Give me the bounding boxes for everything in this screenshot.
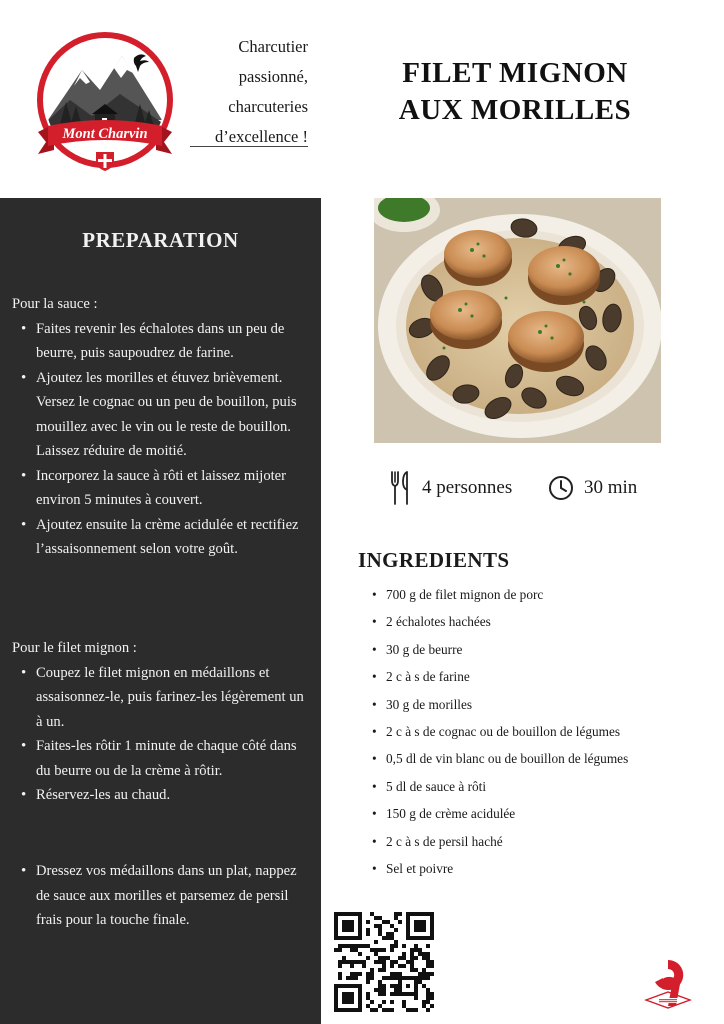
- prep-step-list: [12, 859, 308, 933]
- prep-step: • Coupez le filet mignon en médaillons et assaisonnez-le, puis farinez-les légèrement un à un.: [12, 661, 308, 735]
- tagline-line-2: passionné,: [238, 67, 308, 86]
- ingredient-item: • Sel et poivre: [370, 857, 710, 884]
- mont-charvin-logo: [30, 28, 180, 178]
- tagline-divider: [190, 146, 308, 147]
- ingredient-item: • 30 g de beurre: [370, 638, 710, 665]
- prep-step: • Ajoutez les morilles et étuvez brièvement. Versez le cognac ou un peu de bouillon, puis mouillez avec le vin ou le reste de bouillon. Laissez réduire de moitié.: [12, 366, 308, 464]
- logo-brand-text: Mont Charvin: [62, 126, 148, 142]
- ingredients-heading: INGREDIENTS: [358, 548, 510, 572]
- recipe-title-line-1: FILET MIGNON: [402, 57, 628, 89]
- ingredient-item: • 150 g de crème acidulée: [370, 802, 710, 829]
- qr-code[interactable]: [334, 912, 434, 1012]
- ingredient-item: • 700 g de filet mignon de porc: [370, 583, 710, 610]
- preparation-panel: [0, 198, 321, 1024]
- prep-step: • Ajoutez ensuite la crème acidulée et rectifiez l’assaisonnement selon votre goût.: [12, 513, 308, 562]
- tagline-line-4: d’excellence !: [215, 127, 308, 146]
- tagline-line-1: Charcutier: [238, 37, 308, 56]
- brand-tagline: [190, 32, 308, 152]
- prep-step: • Incorporez la sauce à rôti et laissez mijoter environ 5 minutes à couvert.: [12, 464, 308, 513]
- prep-step: • Faites revenir les échalotes dans un peu de beurre, puis saupoudrez de farine.: [12, 317, 308, 366]
- ingredient-item: • 2 c à s de cognac ou de bouillon de légumes: [370, 720, 710, 747]
- fork-knife-icon: [390, 470, 412, 506]
- preparation-heading: PREPARATION: [82, 228, 239, 252]
- ingredient-list: [370, 583, 710, 884]
- prep-section-lead: Pour le filet mignon :: [12, 640, 137, 656]
- ingredient-item: • 2 c à s de persil haché: [370, 830, 710, 857]
- recipe-title: [360, 55, 670, 129]
- servings-text: 4 personnes: [422, 477, 513, 498]
- prep-section-filet: [12, 636, 308, 808]
- dish-photo: [374, 198, 661, 443]
- ingredient-item: • 30 g de morilles: [370, 693, 710, 720]
- prep-section-lead: Pour la sauce :: [12, 296, 98, 312]
- prep-step-list: [12, 317, 308, 562]
- prep-section-serving: [12, 859, 308, 933]
- time-info: [548, 470, 637, 506]
- prep-step: • Dressez vos médaillons dans un plat, nappez de sauce aux morilles et parsemez de persil frais pour la touche finale.: [12, 859, 308, 933]
- ingredient-item: • 0,5 dl de vin blanc ou de bouillon de légumes: [370, 747, 710, 774]
- prep-step-list: [12, 661, 308, 808]
- prep-section-sauce: [12, 292, 308, 562]
- prep-step: • Réservez-les au chaud.: [12, 783, 308, 808]
- recipe-title-line-2: AUX MORILLES: [398, 94, 632, 126]
- ingredient-item: • 5 dl de sauce à rôti: [370, 775, 710, 802]
- tagline-line-3: charcuteries: [228, 97, 308, 116]
- ingredient-item: • 2 c à s de farine: [370, 665, 710, 692]
- servings-info: [390, 470, 512, 506]
- clock-icon: [548, 475, 574, 501]
- maitre-artisan-logo: [640, 956, 696, 1016]
- ingredient-item: • 2 échalotes hachées: [370, 610, 710, 637]
- prep-step: • Faites-les rôtir 1 minute de chaque côté dans du beurre ou de la crème à rôtir.: [12, 734, 308, 783]
- time-text: 30 min: [584, 477, 638, 498]
